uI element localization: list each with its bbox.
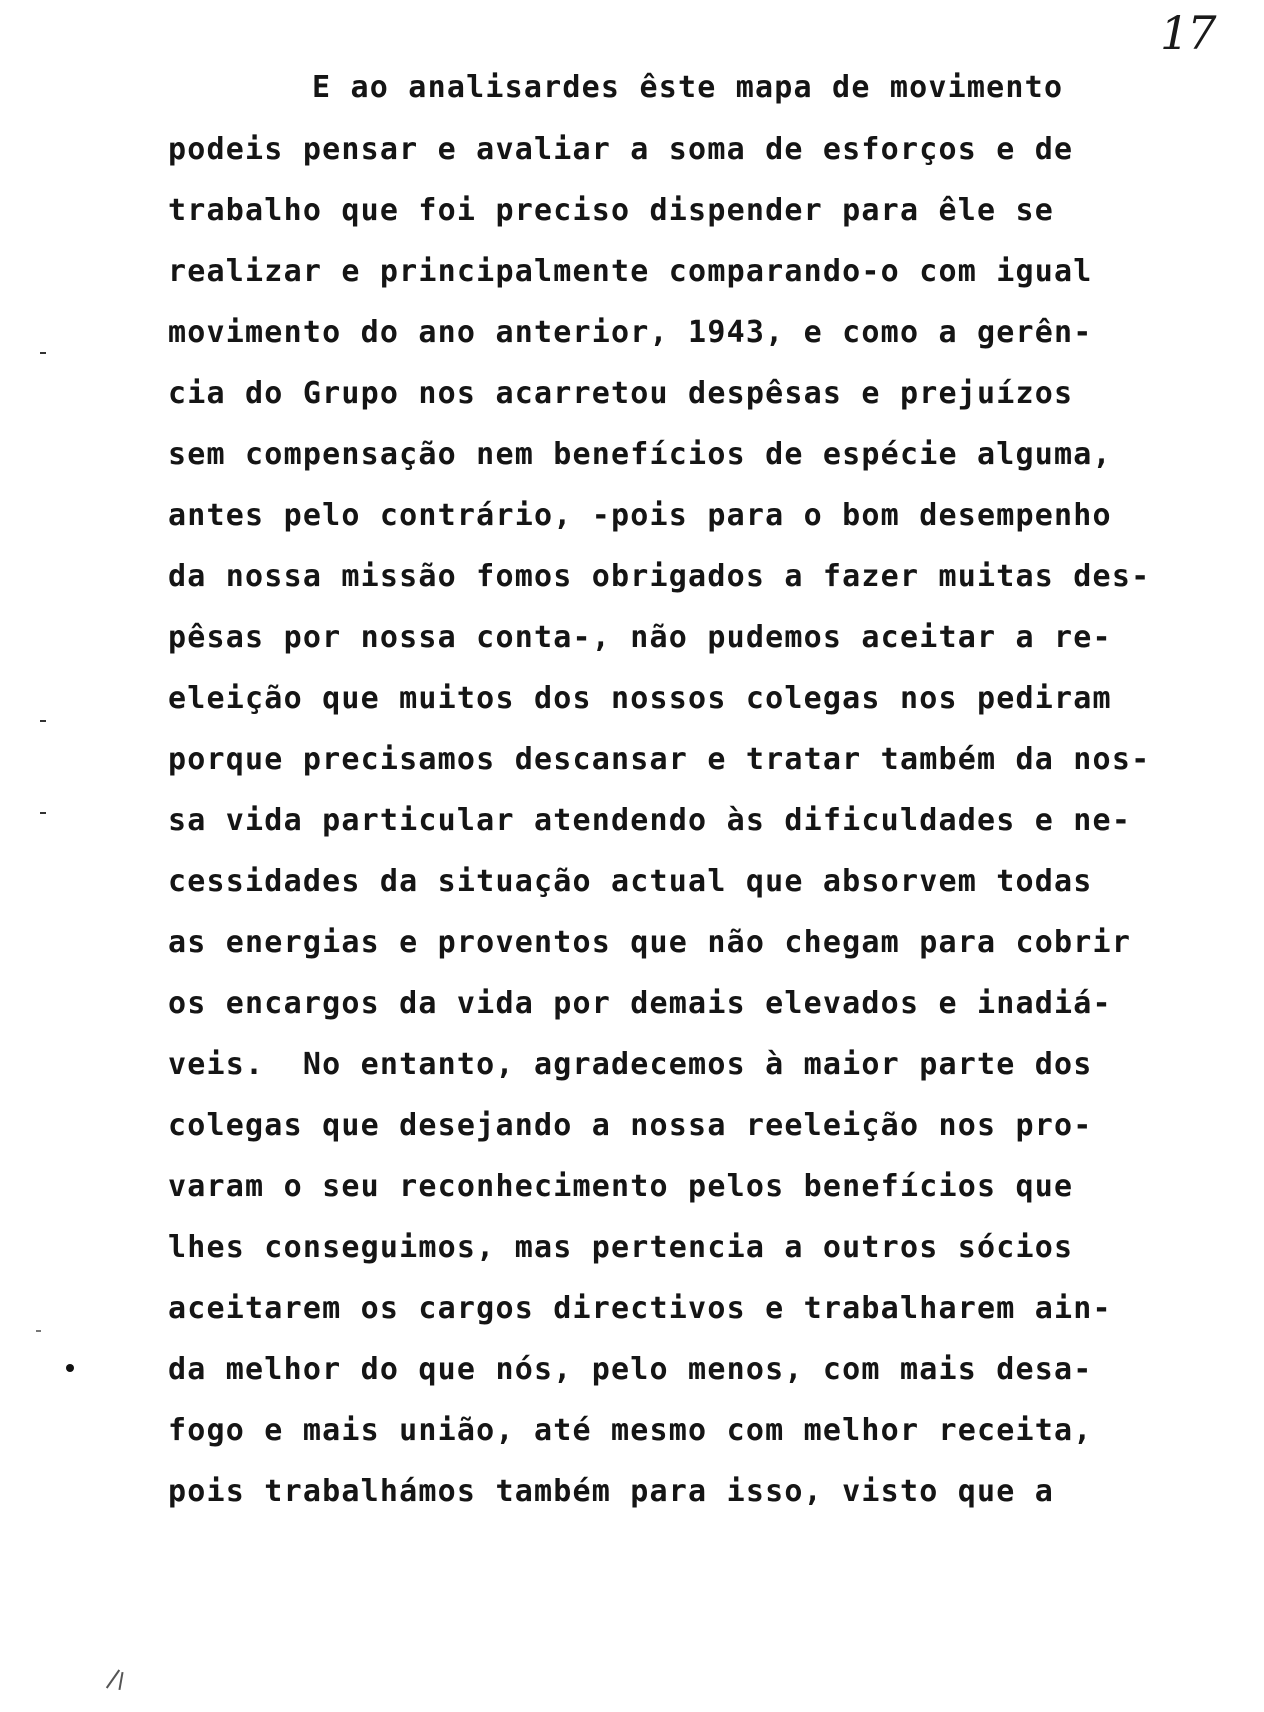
text-line: cessidades da situação actual que absorvem todas [168,864,1093,899]
text-line: sa vida particular atendendo às dificuldades e ne- [168,803,1132,838]
text-line: trabalho que foi preciso dispender para êle se [168,193,1055,228]
text-line: sem compensação nem benefícios de espécie alguma, [168,437,1112,472]
text-line: fogo e mais união, até mesmo com melhor receita, [168,1413,1093,1448]
text-line: veis. No entanto, agradecemos à maior parte dos [168,1047,1093,1082]
text-line: colegas que desejando a nossa reeleição nos pro- [168,1108,1093,1143]
text-line: as energias e proventos que não chegam para cobrir [168,925,1132,960]
text-line: porque precisamos descansar e tratar também da nos- [168,742,1151,777]
text-line: cia do Grupo nos acarretou despêsas e prejuízos [168,376,1074,411]
text-line: aceitarem os cargos directivos e trabalharem ain- [168,1291,1112,1326]
page-number: 17 [1160,6,1215,60]
margin-tick [40,352,46,354]
text-line: podeis pensar e avaliar a soma de esforços e de [168,132,1074,167]
text-line: movimento do ano anterior, 1943, e como a gerên- [168,315,1093,350]
text-line: antes pelo contrário, -pois para o bom desempenho [168,498,1112,533]
text-line: da melhor do que nós, pelo menos, com mais desa- [168,1352,1093,1387]
text-line: eleição que muitos dos nossos colegas nos pediram [168,681,1112,716]
margin-tick [40,720,46,722]
text-line: da nossa missão fomos obrigados a fazer muitas des- [168,559,1151,594]
margin-tick [40,812,46,814]
text-line: pois trabalhámos também para isso, visto que a [168,1474,1055,1509]
text-line: varam o seu reconhecimento pelos benefícios que [168,1169,1074,1204]
text-line: pêsas por nossa conta-, não pudemos aceitar a re- [168,620,1112,655]
margin-tick [36,1330,41,1332]
text-line: os encargos da vida por demais elevados e inadiá- [168,986,1112,1021]
margin-dot [66,1364,74,1372]
text-line: lhes conseguimos, mas pertencia a outros sócios [168,1230,1074,1265]
text-line: E ao analisardes êste mapa de movimento [312,70,1064,105]
text-line: realizar e principalmente comparando-o com igual [168,254,1093,289]
